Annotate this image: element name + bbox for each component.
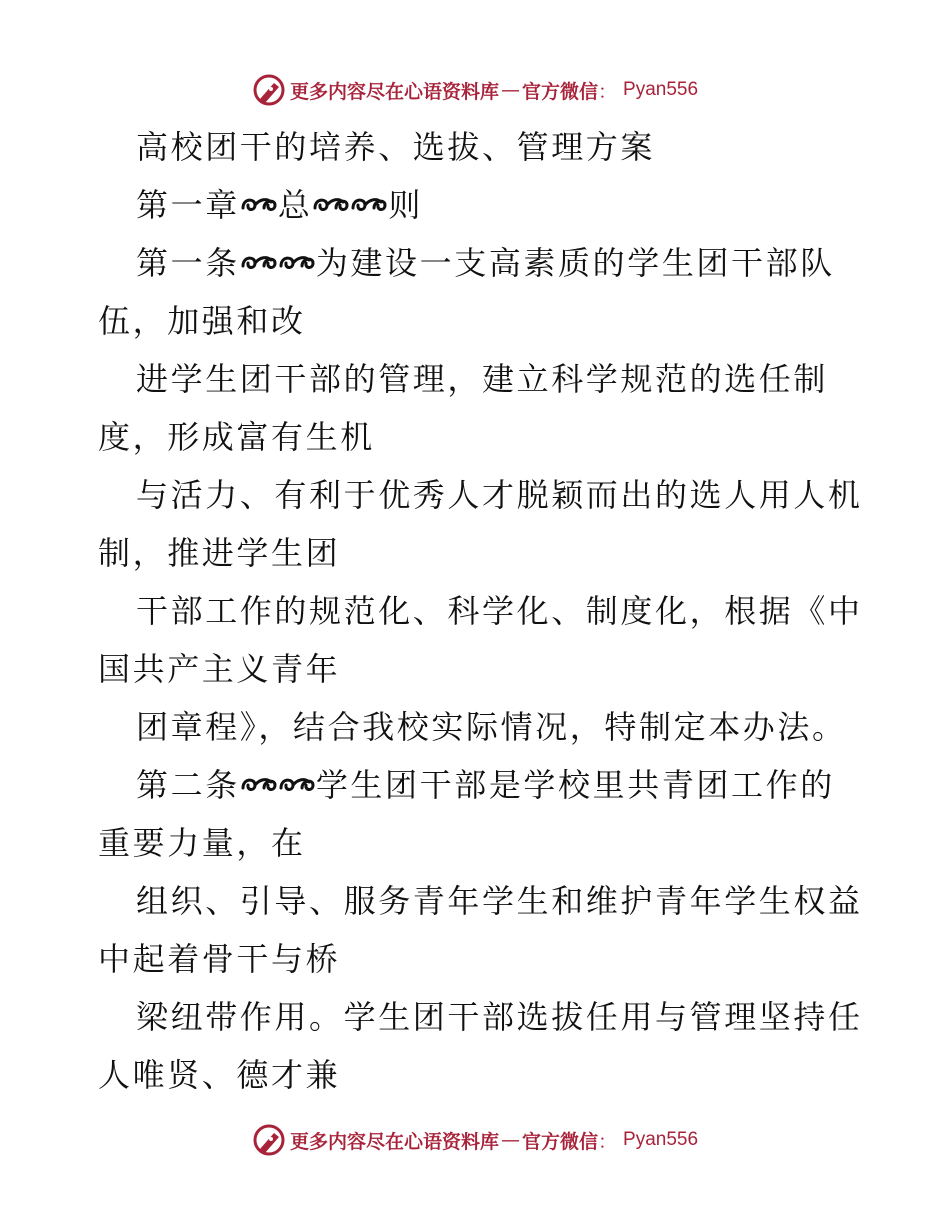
swirl-ornament-icon: [278, 252, 316, 272]
banner-contact-label: 官方微信: [521, 80, 598, 103]
banner-colon: ：: [598, 80, 618, 103]
text-line: 与活力、有利于优秀人才脱颖而出的选人用人机: [136, 476, 863, 514]
pen-nib-logo-icon: [252, 73, 286, 107]
article-2-label: 第二条: [136, 766, 240, 804]
pen-nib-logo-icon: [252, 1123, 286, 1157]
swirl-ornament-icon: [350, 194, 388, 214]
swirl-ornament-icon: [240, 194, 278, 214]
swirl-ornament-icon: [240, 774, 278, 794]
banner-site-text: 更多内容尽在心语资料库: [289, 1130, 499, 1153]
text-line: 团章程》，结合我校实际情况，特制定本办法。: [136, 708, 847, 746]
swirl-ornament-icon: [312, 194, 350, 214]
header-banner: [0, 70, 950, 110]
footer-banner: [0, 1120, 950, 1160]
text-line: 制，推进学生团: [98, 534, 341, 572]
banner-dash: —: [500, 1129, 520, 1151]
document-title: 高校团干的培养、选拔、管理方案: [136, 128, 656, 166]
text-line: 国共产主义青年: [98, 650, 341, 688]
chapter-prefix: 第一章: [136, 186, 240, 224]
text-line: 干部工作的规范化、科学化、制度化，根据《中: [136, 592, 863, 630]
text-line: 度，形成富有生机: [98, 418, 375, 456]
swirl-ornament-icon: [240, 252, 278, 272]
chapter-suffix: 则: [388, 186, 424, 224]
text-line: 人唯贤、德才兼: [98, 1056, 341, 1094]
text-line: 进学生团干部的管理，建立科学规范的选任制: [136, 360, 829, 398]
banner-contact-id: Pyan556: [623, 1129, 699, 1150]
swirl-ornament-icon: [278, 774, 316, 794]
text-line: 伍，加强和改: [98, 302, 306, 340]
article-2-text: 学生团干部是学校里共青团工作的: [315, 766, 835, 804]
banner-contact-id: Pyan556: [623, 79, 699, 100]
chapter-mid: 总: [277, 186, 313, 224]
chapter-heading: [136, 176, 423, 234]
banner-site-text: 更多内容尽在心语资料库: [289, 80, 499, 103]
article-1-text: 为建设一支高素质的学生团干部队: [315, 244, 835, 282]
text-line: 重要力量，在: [98, 824, 306, 862]
article-1-heading: [136, 234, 835, 292]
banner-colon: ：: [598, 1130, 618, 1153]
article-2-heading: [136, 756, 835, 814]
text-line: 梁纽带作用。学生团干部选拔任用与管理坚持任: [136, 998, 863, 1036]
banner-contact-label: 官方微信: [521, 1130, 598, 1153]
text-line: 中起着骨干与桥: [98, 940, 341, 978]
banner-dash: —: [500, 79, 520, 101]
article-1-label: 第一条: [136, 244, 240, 282]
text-line: 组织、引导、服务青年学生和维护青年学生权益: [136, 882, 863, 920]
